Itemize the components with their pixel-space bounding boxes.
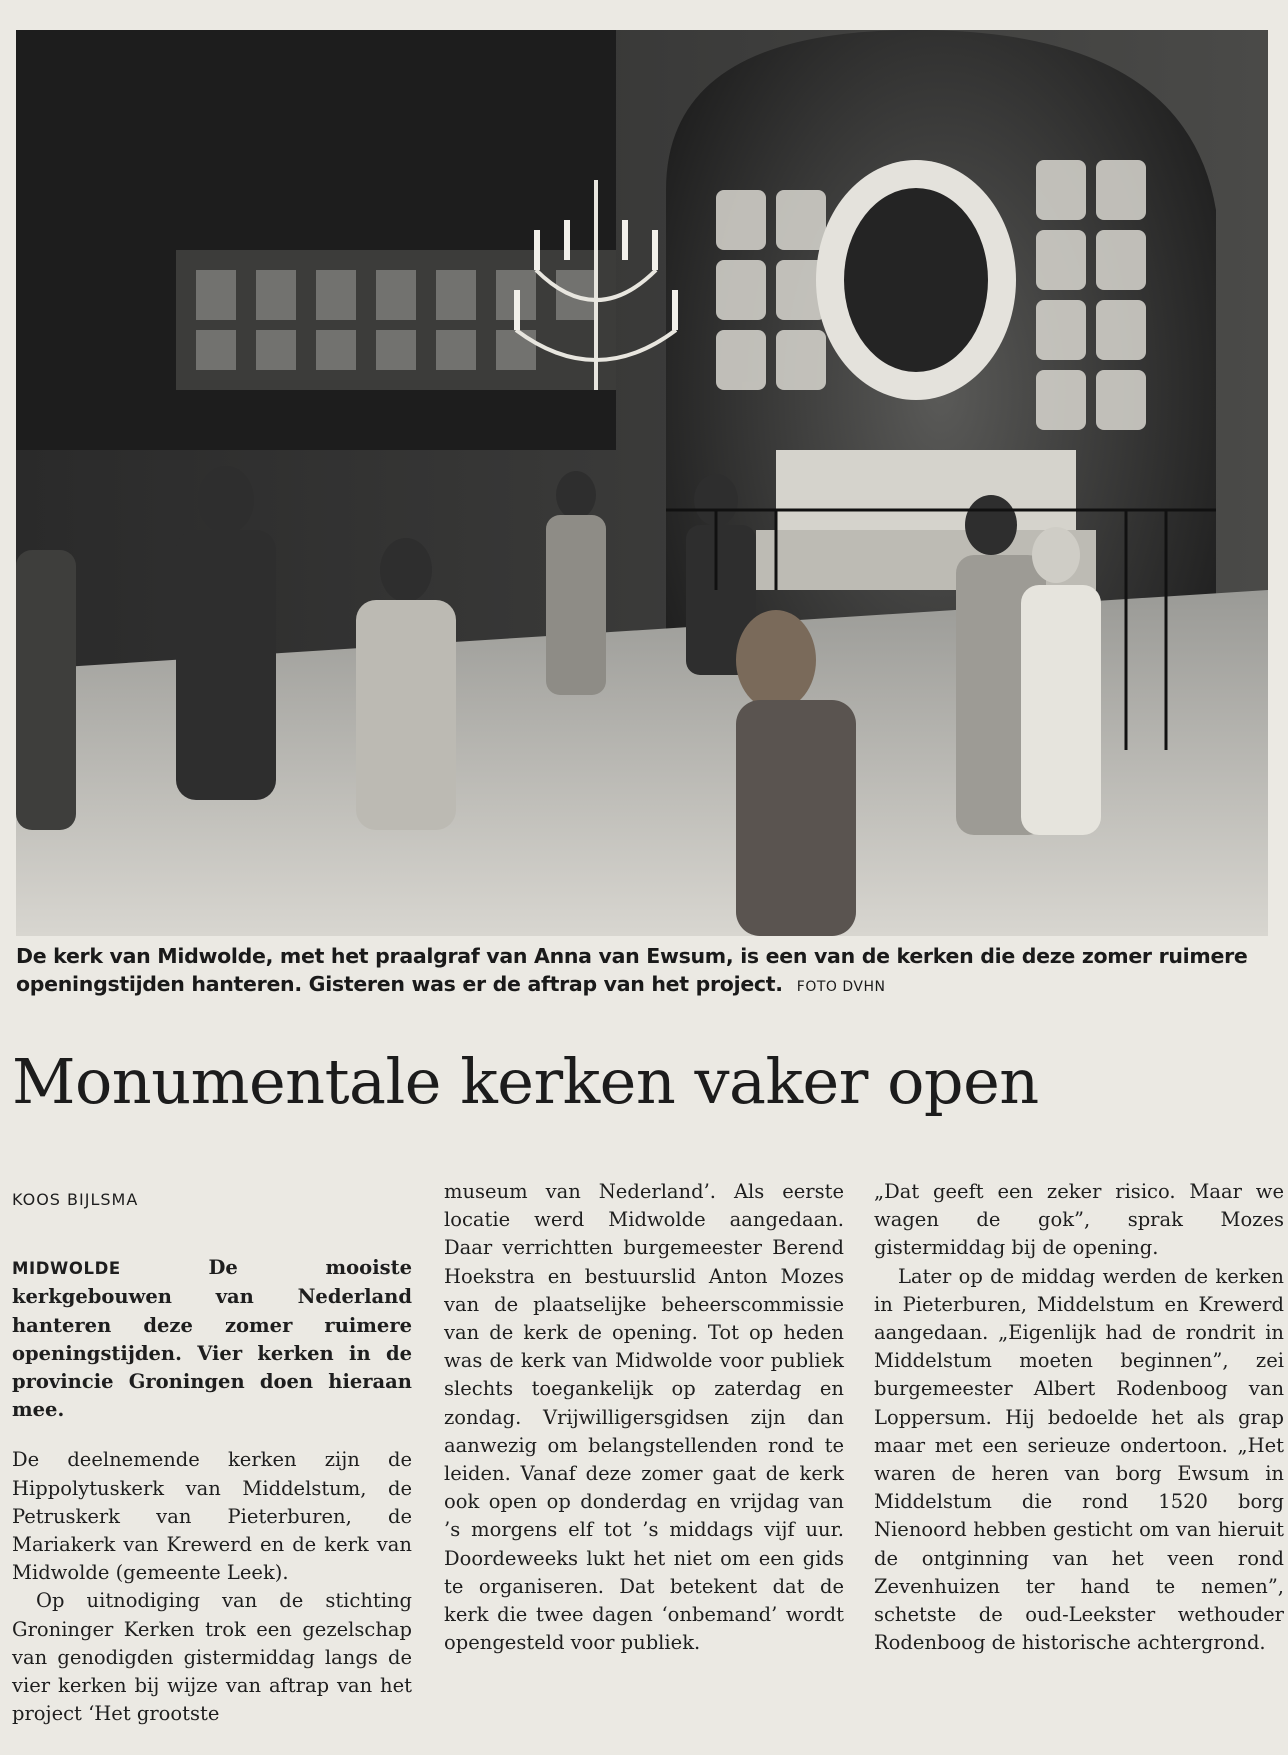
paragraph-3: Later op de middag werden de kerken in Pieterburen, Middelstum en Krewerd aangedaan. „Eigenlijk had de rondrit in Middelstum moeten beginnen”, zei burgemeester Albert Rodenboog van Loppersum. Hij bedoelde het als grap maar met een serieuze ondertoon. „Het waren de heren van borg Ewsum in Middelstum die rond 1520 borg Nienoord hebben gesticht om van hieruit de ontginning van het veen rond Zevenhuizen ter hand te nemen”, schetste de oud-Leekster wethouder Rodenboog de historische achtergrond. (874, 1264, 1284, 1655)
article-lead (12, 1254, 412, 1424)
dateline: MIDWOLDE (12, 1259, 121, 1279)
paragraph-1: De deelnemende kerken zijn de Hippolytuskerk van Middelstum, de Petruskerk van Pieterburen, de Mariakerk van Krewerd en de kerk van Midwolde (gemeente Leek). (12, 1448, 412, 1585)
byline: KOOS BIJLSMA (12, 1190, 139, 1209)
photo-illustration (16, 30, 1268, 936)
article-column-3 (874, 1178, 1284, 1657)
lead-text: De mooiste kerkgebouwen van Nederland hanteren deze zomer ruimere openingstijden. Vier kerken in de provincie Groningen doen hieraan mee. (12, 1256, 412, 1422)
headline: Monumentale kerken vaker open (12, 1045, 1039, 1118)
photo-credit: FOTO DVHN (796, 979, 886, 995)
church-interior-photo (16, 30, 1268, 936)
paragraph-2-continued: museum van Nederland’. Als eerste locatie werd Midwolde aangedaan. Daar verrichtten burgemeester Berend Hoekstra en bestuurslid Anton Mozes van de plaatselijke beheerscommissie van de kerk de opening. Tot op heden was de kerk van Midwolde voor publiek slechts toegankelijk op zaterdag en zondag. Vrijwilligersgidsen zijn dan aanwezig om belangstellenden rond te leiden. Vanaf deze zomer gaat de kerk ook open op donderdag en vrijdag van ’s morgens elf tot ’s middags vijf uur. Doordeweeks lukt het niet om een gids te organiseren. Dat betekent dat de kerk die twee dagen ‘onbemand’ wordt opengesteld voor publiek. (444, 1180, 844, 1655)
paragraph-2-end: „Dat geeft een zeker risico. Maar we wagen de gok”, sprak Mozes gistermiddag bij de opening. (874, 1180, 1284, 1260)
caption-text: De kerk van Midwolde, met het praalgraf van Anna van Ewsum, is een van de kerken die deze zomer ruimere openingstijden hanteren. Gisteren was er de aftrap van het project. (16, 944, 1248, 996)
article-column-1 (12, 1178, 412, 1728)
article-column-2 (444, 1178, 844, 1657)
paragraph-2-start: Op uitnodiging van de stichting Groninger Kerken trok een gezelschap van genodigden gistermiddag langs de vier kerken bij wijze van aftrap van het project ‘Het grootste (12, 1589, 412, 1726)
photo-caption (16, 942, 1278, 1001)
